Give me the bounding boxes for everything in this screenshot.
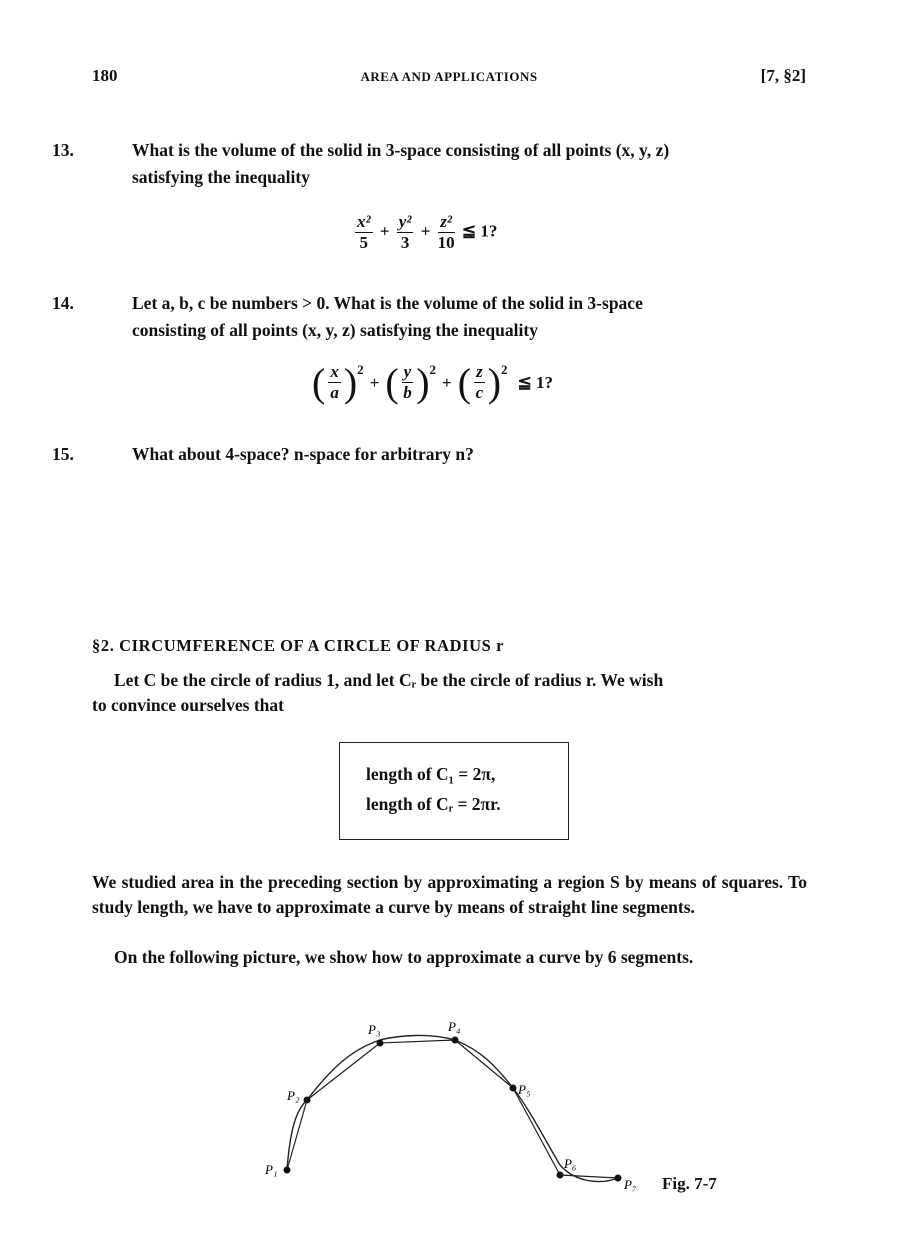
- plus-sign: +: [420, 221, 431, 241]
- running-title: AREA AND APPLICATIONS: [360, 69, 538, 84]
- label-p6: P₆: [564, 1156, 577, 1171]
- fraction-z-over-c: $\frac{z}{c}$: [475, 362, 484, 402]
- label-p2: P₂: [287, 1088, 300, 1103]
- point-p2: [304, 1097, 311, 1104]
- point-p6: [557, 1172, 564, 1179]
- formula-line-2: length of Cᵣ = 2πr.: [366, 794, 501, 814]
- inequality-rhs: ≦ 1?: [461, 221, 498, 241]
- problem-15-number: 15.: [52, 444, 74, 464]
- label-p1: P₁: [265, 1162, 278, 1177]
- point-p3: [377, 1040, 384, 1047]
- point-p1: [284, 1167, 291, 1174]
- problem-14-text-line2: consisting of all points (x, y, z) satisfying the inequality: [132, 320, 538, 340]
- page-number: 180: [92, 66, 118, 85]
- point-p7: [615, 1175, 622, 1182]
- exponent: 2: [429, 362, 437, 377]
- fraction-x: $\frac{\text{x²}}{5}$: [357, 212, 371, 252]
- figure-caption: Fig. 7-7: [662, 1174, 717, 1193]
- fraction-y-over-b: $\frac{y}{b}$: [403, 362, 412, 402]
- label-p5: P₅: [518, 1082, 531, 1097]
- exponent: 2: [501, 362, 508, 377]
- fraction-x-over-a: $\frac{x}{a}$: [330, 362, 339, 402]
- plus-sign: +: [442, 372, 452, 392]
- equation-14: ( $\frac{x}{a}$ ) $^2$ + ( $\frac{y}{b}$ ) $^2$ + ( $\frac{z}{c}$ ) $^2$ ≦ 1?: [312, 359, 554, 405]
- label-p7: P₇: [624, 1177, 637, 1192]
- formula-line-1: length of C₁ = 2π,: [366, 764, 496, 784]
- exponent: 2: [357, 362, 364, 377]
- label-p4: P₄: [448, 1019, 461, 1034]
- fraction-y: $\frac{\text{y²}}{3}$: [398, 212, 412, 252]
- section-heading: §2. CIRCUMFERENCE OF A CIRCLE OF RADIUS r: [92, 636, 505, 655]
- problem-13-number: 13.: [52, 140, 74, 160]
- problem-14-text-line1: Let a, b, c be numbers > 0. What is the volume of the solid in 3-space: [132, 293, 643, 313]
- point-p4: [452, 1037, 459, 1044]
- intro-line1: Let C be the circle of radius 1, and let Cᵣ be the circle of radius r. We wish: [114, 670, 664, 690]
- fraction-z: $\frac{\text{z²}}{10}$: [437, 212, 455, 252]
- plus-sign: +: [379, 221, 390, 241]
- problem-14-number: 14.: [52, 293, 74, 313]
- point-p5: [510, 1085, 517, 1092]
- section-reference: [7, §2]: [760, 66, 806, 85]
- intro-line2: to convince ourselves that: [92, 695, 284, 715]
- paragraph-picture: On the following picture, we show how to approximate a curve by 6 segments.: [114, 947, 694, 967]
- label-p3: P₃: [368, 1022, 381, 1037]
- plus-sign: +: [369, 372, 380, 392]
- paragraph-approximation: We studied area in the preceding section by approximating a region S by means of squares. To study length, we have to approximate a curve by means of straight line segments.: [92, 872, 807, 917]
- inequality-rhs: ≦ 1?: [517, 372, 554, 392]
- problem-13-text-line1: What is the volume of the solid in 3-space consisting of all points (x, y, z): [132, 140, 670, 160]
- problem-13-text-line2: satisfying the inequality: [132, 167, 310, 187]
- problem-15-text-line1: What about 4-space? n-space for arbitrary n?: [132, 444, 474, 464]
